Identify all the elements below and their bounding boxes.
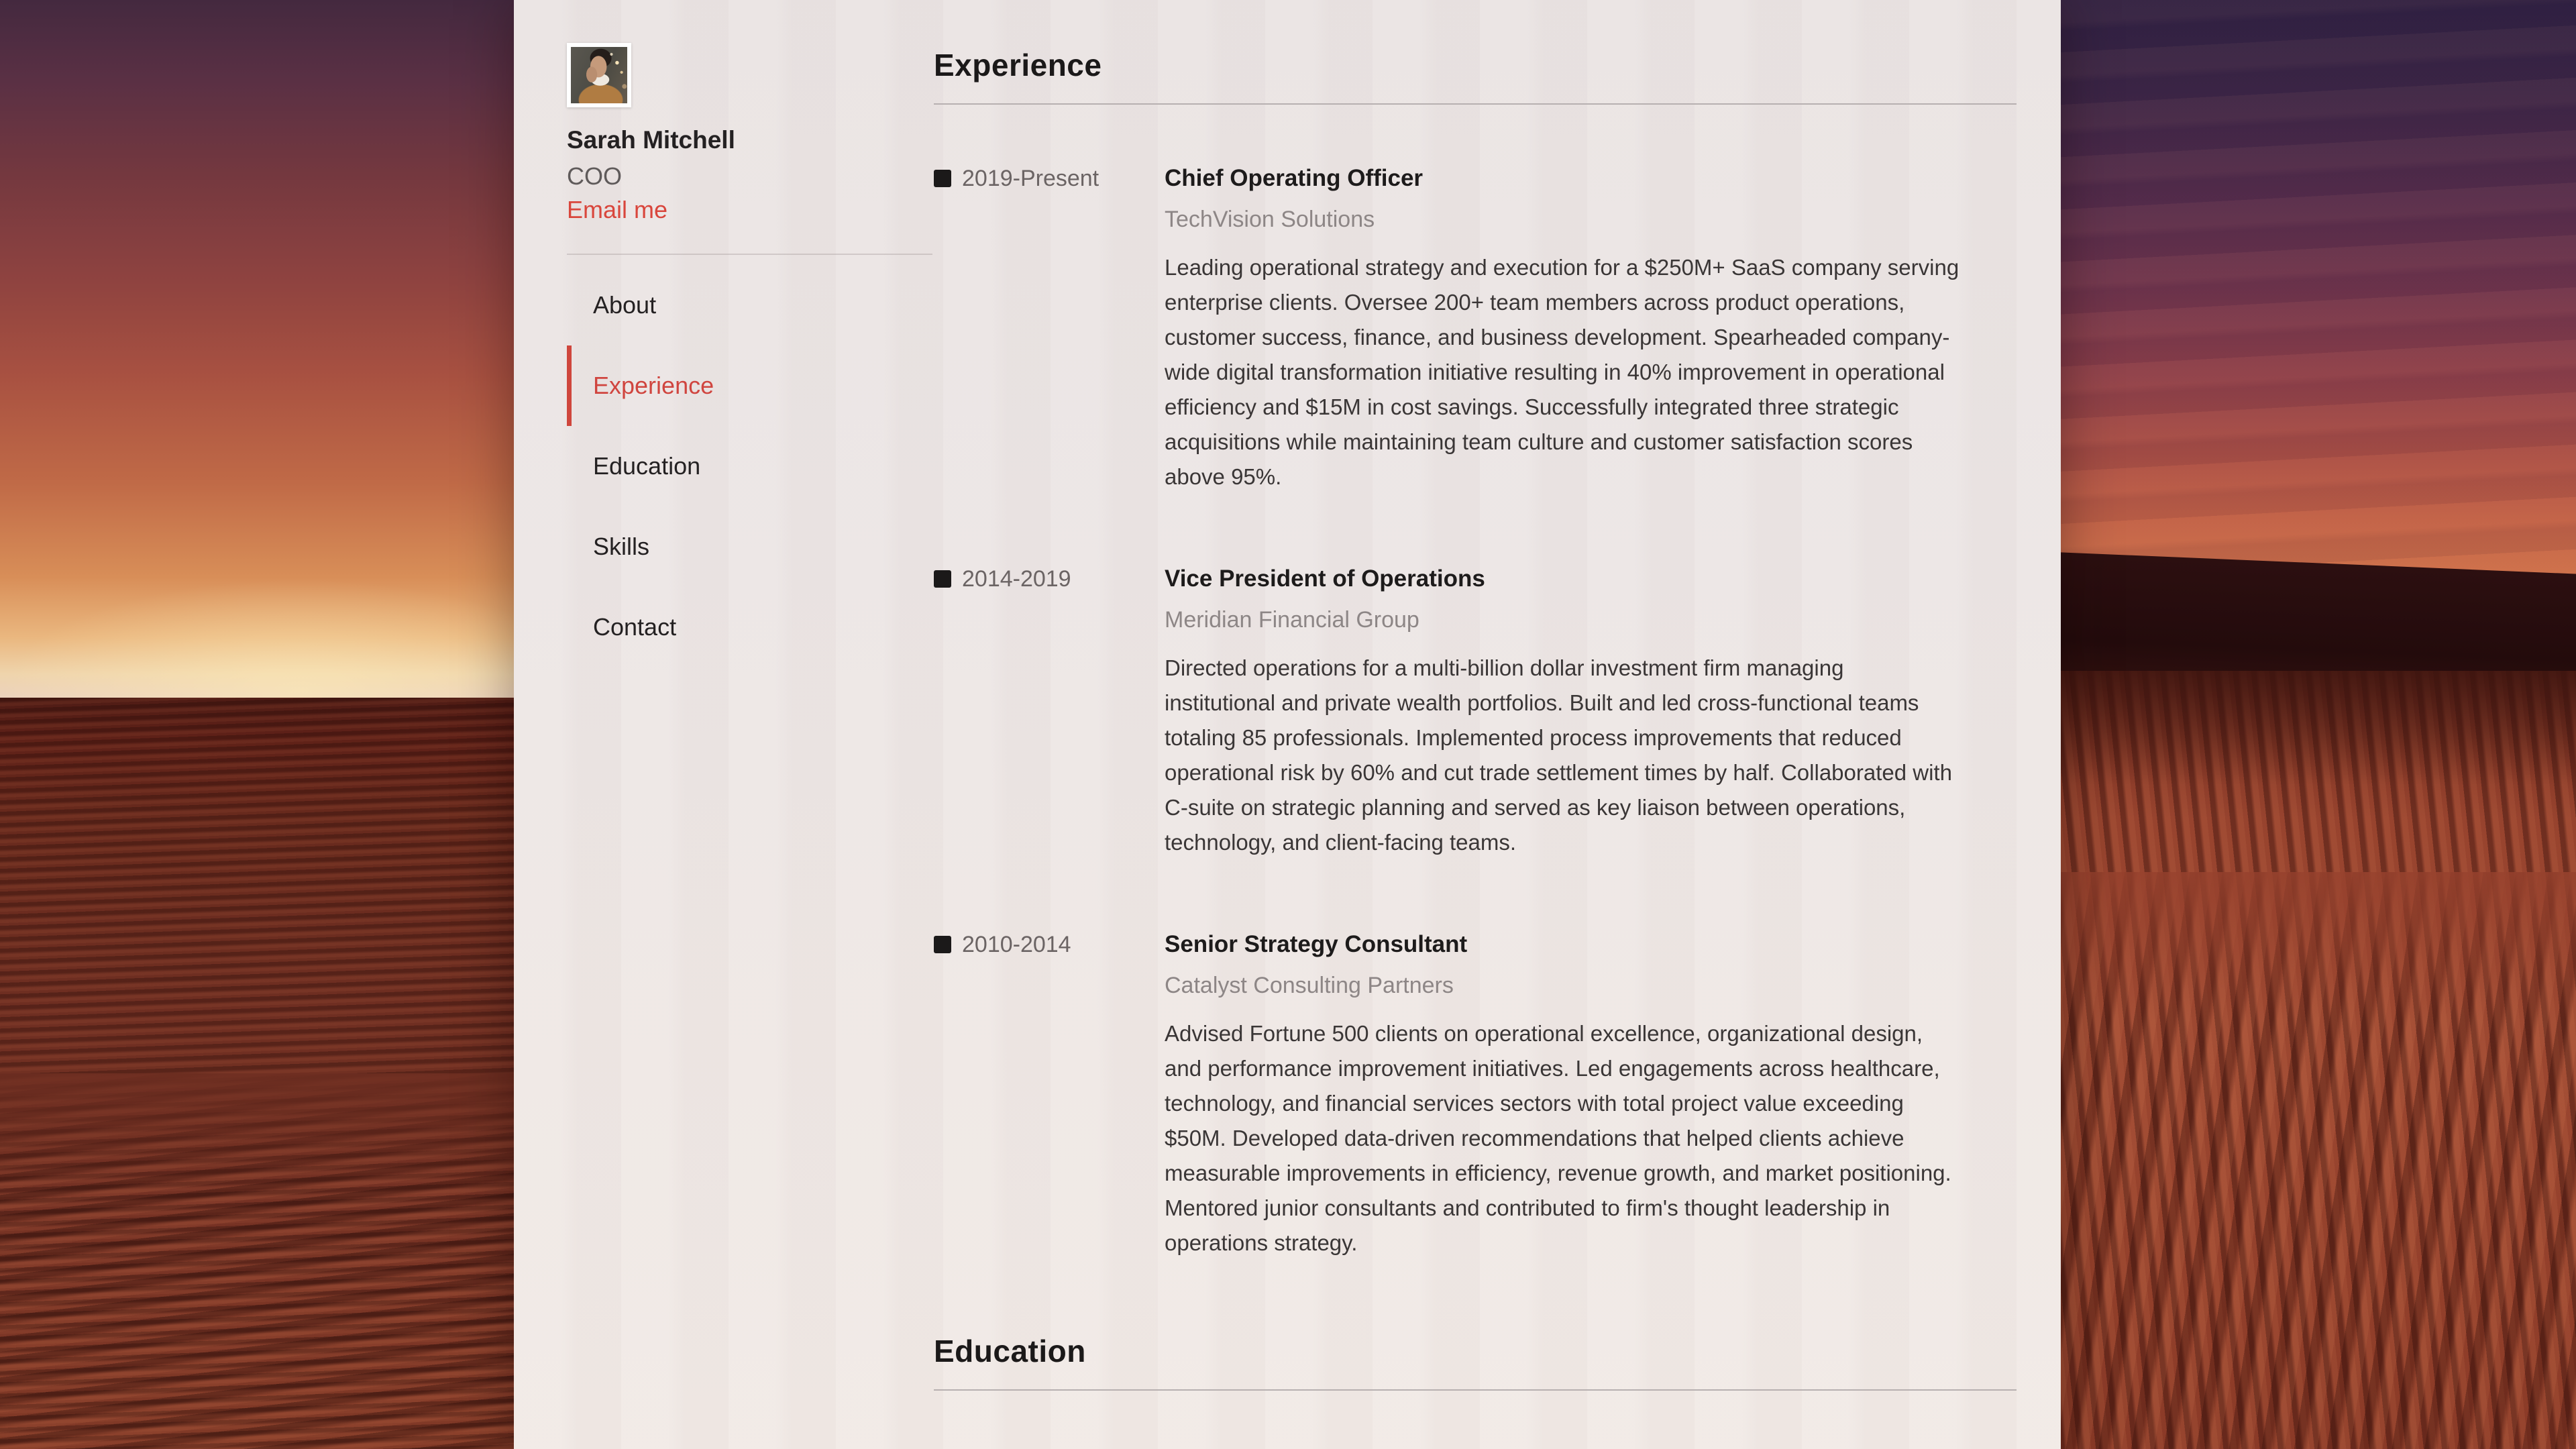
sidebar-item-skills[interactable]: Skills — [593, 533, 650, 560]
desert-dunes-right — [2059, 671, 2576, 1449]
company-name: TechVision Solutions — [1165, 207, 1375, 232]
entry-details — [1165, 564, 2017, 860]
entry-period: 2019-Present — [962, 166, 1099, 191]
entry-meta — [934, 564, 1165, 860]
education-heading-rule — [934, 1389, 2017, 1391]
sidebar — [514, 0, 934, 1449]
sidebar-divider — [567, 254, 932, 255]
entry-meta — [934, 164, 1165, 494]
education-section — [934, 1330, 2017, 1391]
email-link[interactable]: Email me — [567, 196, 668, 223]
entry-period: 2014-2019 — [962, 566, 1071, 592]
experience-entry — [934, 930, 2017, 1260]
sidebar-item-experience[interactable]: Experience — [567, 345, 835, 426]
experience-entry — [934, 564, 2017, 860]
education-heading: Education — [934, 1334, 1086, 1368]
resume-panel — [514, 0, 2061, 1449]
profile-name: Sarah Mitchell — [567, 126, 735, 154]
job-title: Senior Strategy Consultant — [1165, 931, 1468, 957]
job-description: Advised Fortune 500 clients on operational excellence, organizational design, and performance improvement initiatives. Led engagements across healthcare, technology, and financial services sectors with total project value exceeding $50M. Developed data-driven recommendations that helped clients achieve measurable improvements in efficiency, revenue growth, and market positioning. Mentored junior consultants and contributed to firm's thought leadership in operations strategy. — [1165, 1021, 1951, 1255]
experience-section — [934, 44, 2017, 1260]
sidebar-item-contact[interactable]: Contact — [593, 613, 677, 641]
entry-meta — [934, 930, 1165, 1260]
square-bullet-icon — [934, 570, 951, 588]
desert-sky-right — [2059, 0, 2576, 577]
sidebar-nav — [567, 265, 934, 667]
experience-heading: Experience — [934, 48, 1102, 83]
job-title: Vice President of Operations — [1165, 566, 1485, 592]
job-title: Chief Operating Officer — [1165, 165, 1424, 191]
experience-entries — [934, 164, 2017, 1260]
company-name: Catalyst Consulting Partners — [1165, 973, 1454, 998]
main-content — [934, 0, 2061, 1449]
entry-details — [1165, 930, 2017, 1260]
square-bullet-icon — [934, 170, 951, 187]
square-bullet-icon — [934, 936, 951, 953]
profile-role: COO — [567, 162, 623, 190]
company-name: Meridian Financial Group — [1165, 607, 1419, 633]
profile-photo — [567, 43, 631, 107]
desert-dunes-left — [0, 698, 517, 1449]
job-description: Directed operations for a multi-billion dollar investment firm managing institutional and private wealth portfolios. Built and led cross-functional teams totaling 85 professionals. Implemented process improvements that reduced operational risk by 60% and cut trade settlement times by half. Collaborated with C-suite on strategic planning and served as key liaison between operations, technology, and client-facing teams. — [1165, 655, 1952, 855]
entry-details — [1165, 164, 2017, 494]
experience-entry — [934, 164, 2017, 494]
experience-heading-rule — [934, 103, 2017, 105]
sidebar-item-education[interactable]: Education — [593, 452, 701, 480]
desert-sky-left — [0, 0, 517, 698]
sidebar-item-about[interactable]: About — [593, 291, 657, 319]
entry-period: 2010-2014 — [962, 932, 1071, 957]
job-description: Leading operational strategy and execution for a $250M+ SaaS company serving enterprise clients. Oversee 200+ team members across product operations, customer success, finance, and business development. Spearheaded company-wide digital transformation initiative resulting in 40% improvement in operational efficiency and $15M in cost savings. Successfully integrated three strategic acquisitions while maintaining team culture and customer satisfaction scores above 95%. — [1165, 255, 1960, 489]
